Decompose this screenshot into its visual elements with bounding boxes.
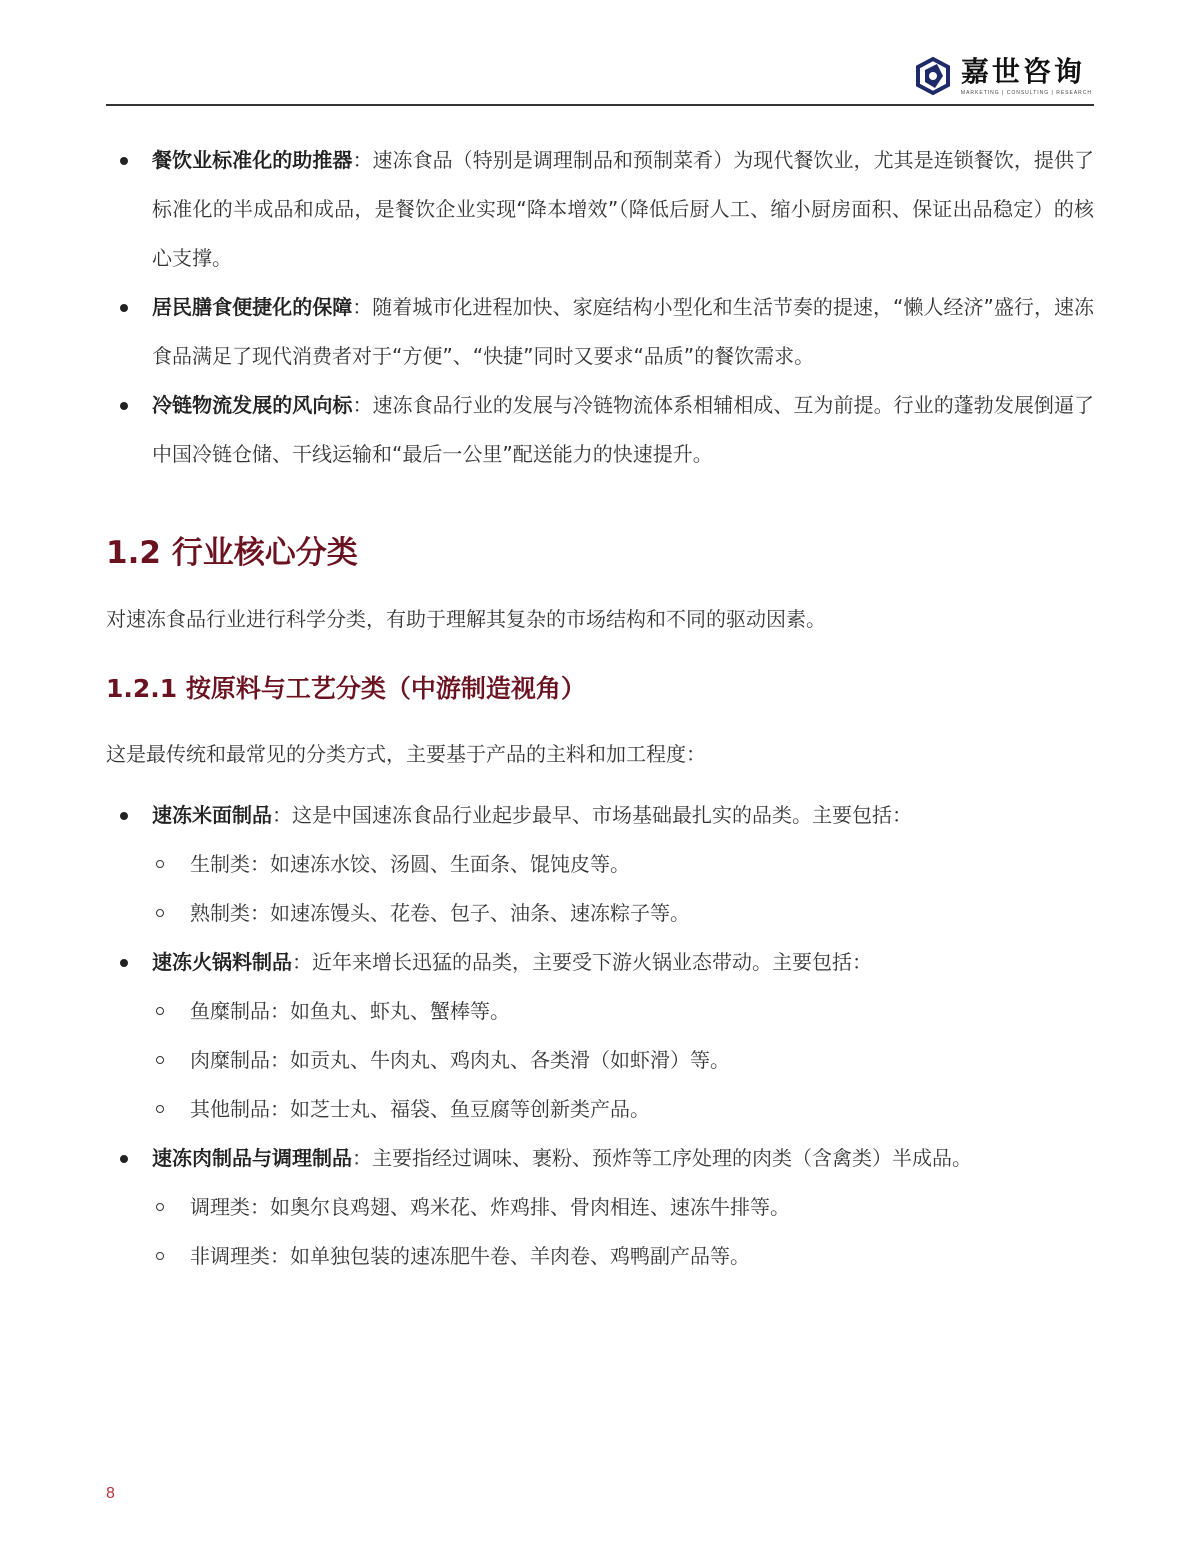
bullet-term: 餐饮业标准化的助推器 (152, 148, 353, 172)
bullet-text: ：速冻食品行业的发展与冷链物流体系相辅相成、互为前提。行业的蓬勃发展倒逼了中国冷链仓储、干线运输和“最后一公里”配送能力的快速提升。 (152, 393, 1095, 466)
bullet-term: 居民膳食便捷化的保障 (152, 295, 353, 319)
bullet-text: ：速冻食品（特别是调理制品和预制菜肴）为现代餐饮业，尤其是连锁餐饮，提供了标准化的半成品和成品，是餐饮企业实现“降本增效”（降低后厨人工、缩小厨房面积、保证出品稳定）的核心支撑。 (152, 148, 1095, 270)
intro-bullet-list (106, 136, 1094, 479)
subsection-intro: 这是最传统和最常见的分类方式，主要基于产品的主料和加工程度： (106, 742, 706, 766)
logo-name: 嘉世咨询 (960, 54, 1085, 88)
category-text: ：这是中国速冻食品行业起步最早、市场基础最扎实的品类。主要包括： (272, 803, 912, 827)
page-header (106, 40, 1094, 106)
list-item (106, 1134, 1094, 1183)
category-text: ：主要指经过调味、裹粉、预炸等工序处理的肉类（含禽类）半成品。 (352, 1146, 972, 1170)
page-content (106, 136, 1094, 1281)
category-term: 速冻肉制品与调理制品 (152, 1146, 352, 1170)
company-logo (913, 54, 1092, 98)
sub-list-item (106, 840, 1094, 889)
sub-item-text: 肉糜制品：如贡丸、牛肉丸、鸡肉丸、各类滑（如虾滑）等。 (190, 1048, 730, 1072)
bullet-term: 冷链物流发展的风向标 (152, 393, 353, 417)
logo-mark-icon (913, 56, 953, 96)
sub-item-text: 调理类：如奥尔良鸡翅、鸡米花、炸鸡排、骨肉相连、速冻牛排等。 (190, 1195, 790, 1219)
list-item (106, 938, 1094, 987)
list-item (106, 791, 1094, 840)
sub-item-text: 非调理类：如单独包装的速冻肥牛卷、羊肉卷、鸡鸭副产品等。 (190, 1244, 750, 1268)
sub-list-item (106, 987, 1094, 1036)
page-number: 8 (106, 1485, 115, 1502)
sub-item-text: 鱼糜制品：如鱼丸、虾丸、蟹棒等。 (190, 999, 510, 1023)
list-item (106, 283, 1094, 381)
logo-tagline: MARKETING | CONSULTING | RESEARCH (960, 89, 1092, 96)
sub-list-item (106, 1036, 1094, 1085)
sub-list-item (106, 1085, 1094, 1134)
subsection-heading: 1.2.1 按原料与工艺分类（中游制造视角） (106, 674, 586, 703)
section-heading: 1.2 行业核心分类 (106, 535, 358, 571)
category-term: 速冻米面制品 (152, 803, 272, 827)
sub-item-text: 熟制类：如速冻馒头、花卷、包子、油条、速冻粽子等。 (190, 901, 690, 925)
sub-list-item (106, 889, 1094, 938)
bullet-text: ：随着城市化进程加快、家庭结构小型化和生活节奏的提速，“懒人经济”盛行，速冻食品满足了现代消费者对于“方便”、“快捷”同时又要求“品质”的餐饮需求。 (152, 295, 1094, 368)
sub-list-item (106, 1183, 1094, 1232)
sub-item-text: 生制类：如速冻水饺、汤圆、生面条、馄饨皮等。 (190, 852, 630, 876)
category-list (106, 791, 1094, 1281)
sub-item-text: 其他制品：如芝士丸、福袋、鱼豆腐等创新类产品。 (190, 1097, 650, 1121)
sub-list-item (106, 1232, 1094, 1281)
list-item (106, 381, 1094, 479)
section-intro: 对速冻食品行业进行科学分类，有助于理解其复杂的市场结构和不同的驱动因素。 (106, 607, 826, 631)
list-item (106, 136, 1094, 283)
category-term: 速冻火锅料制品 (152, 950, 292, 974)
category-text: ：近年来增长迅猛的品类，主要受下游火锅业态带动。主要包括： (292, 950, 872, 974)
